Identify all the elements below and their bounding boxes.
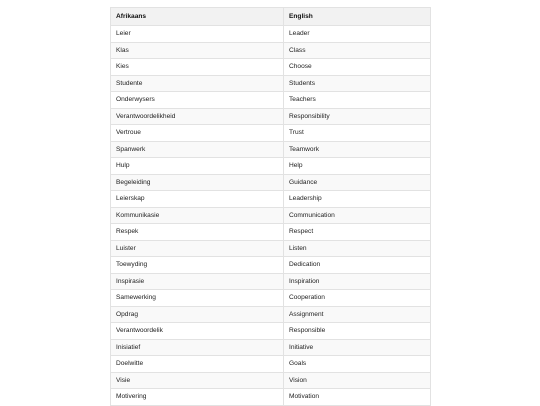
cell-afrikaans: Begeleiding <box>111 174 284 191</box>
cell-afrikaans: Klas <box>111 42 284 59</box>
table-row <box>111 108 431 125</box>
table-header <box>111 8 431 26</box>
table-row <box>111 141 431 158</box>
cell-english: Leader <box>284 26 431 43</box>
table-row <box>111 158 431 175</box>
column-header-afrikaans: Afrikaans <box>111 8 284 26</box>
table-row <box>111 125 431 142</box>
cell-english: Motivation <box>284 389 431 406</box>
table-row <box>111 207 431 224</box>
cell-english: Responsible <box>284 323 431 340</box>
cell-english: Inspiration <box>284 273 431 290</box>
cell-afrikaans: Vertroue <box>111 125 284 142</box>
cell-afrikaans: Spanwerk <box>111 141 284 158</box>
cell-english: Listen <box>284 240 431 257</box>
cell-english: Cooperation <box>284 290 431 307</box>
cell-afrikaans: Inisiatief <box>111 339 284 356</box>
cell-english: Responsibility <box>284 108 431 125</box>
table-row <box>111 389 431 406</box>
cell-afrikaans: Doelwitte <box>111 356 284 373</box>
table-row <box>111 75 431 92</box>
cell-afrikaans: Kommunikasie <box>111 207 284 224</box>
cell-afrikaans: Leierskap <box>111 191 284 208</box>
cell-afrikaans: Opdrag <box>111 306 284 323</box>
cell-english: Teamwork <box>284 141 431 158</box>
cell-english: Teachers <box>284 92 431 109</box>
cell-afrikaans: Verantwoordelikheid <box>111 108 284 125</box>
table-row <box>111 372 431 389</box>
table-row <box>111 59 431 76</box>
vocabulary-table <box>110 7 431 406</box>
header-row <box>111 8 431 26</box>
cell-english: Goals <box>284 356 431 373</box>
cell-english: Dedication <box>284 257 431 274</box>
cell-english: Communication <box>284 207 431 224</box>
cell-english: Leadership <box>284 191 431 208</box>
cell-afrikaans: Leier <box>111 26 284 43</box>
cell-english: Guidance <box>284 174 431 191</box>
table-row <box>111 257 431 274</box>
cell-afrikaans: Visie <box>111 372 284 389</box>
table-row <box>111 240 431 257</box>
cell-english: Help <box>284 158 431 175</box>
vocabulary-table-container <box>110 7 430 406</box>
cell-afrikaans: Samewerking <box>111 290 284 307</box>
table-row <box>111 224 431 241</box>
table-row <box>111 26 431 43</box>
table-row <box>111 42 431 59</box>
column-header-english: English <box>284 8 431 26</box>
table-row <box>111 339 431 356</box>
cell-english: Respect <box>284 224 431 241</box>
cell-afrikaans: Inspirasie <box>111 273 284 290</box>
table-row <box>111 191 431 208</box>
table-row <box>111 273 431 290</box>
cell-afrikaans: Kies <box>111 59 284 76</box>
cell-english: Initiative <box>284 339 431 356</box>
cell-afrikaans: Toewyding <box>111 257 284 274</box>
table-row <box>111 290 431 307</box>
table-row <box>111 92 431 109</box>
table-body <box>111 26 431 406</box>
table-row <box>111 356 431 373</box>
cell-afrikaans: Verantwoordelik <box>111 323 284 340</box>
cell-afrikaans: Luister <box>111 240 284 257</box>
cell-english: Choose <box>284 59 431 76</box>
cell-afrikaans: Onderwysers <box>111 92 284 109</box>
cell-afrikaans: Studente <box>111 75 284 92</box>
cell-english: Assignment <box>284 306 431 323</box>
table-row <box>111 323 431 340</box>
cell-english: Students <box>284 75 431 92</box>
cell-english: Vision <box>284 372 431 389</box>
cell-afrikaans: Hulp <box>111 158 284 175</box>
table-row <box>111 306 431 323</box>
cell-english: Trust <box>284 125 431 142</box>
table-row <box>111 174 431 191</box>
cell-afrikaans: Motivering <box>111 389 284 406</box>
cell-afrikaans: Respek <box>111 224 284 241</box>
cell-english: Class <box>284 42 431 59</box>
